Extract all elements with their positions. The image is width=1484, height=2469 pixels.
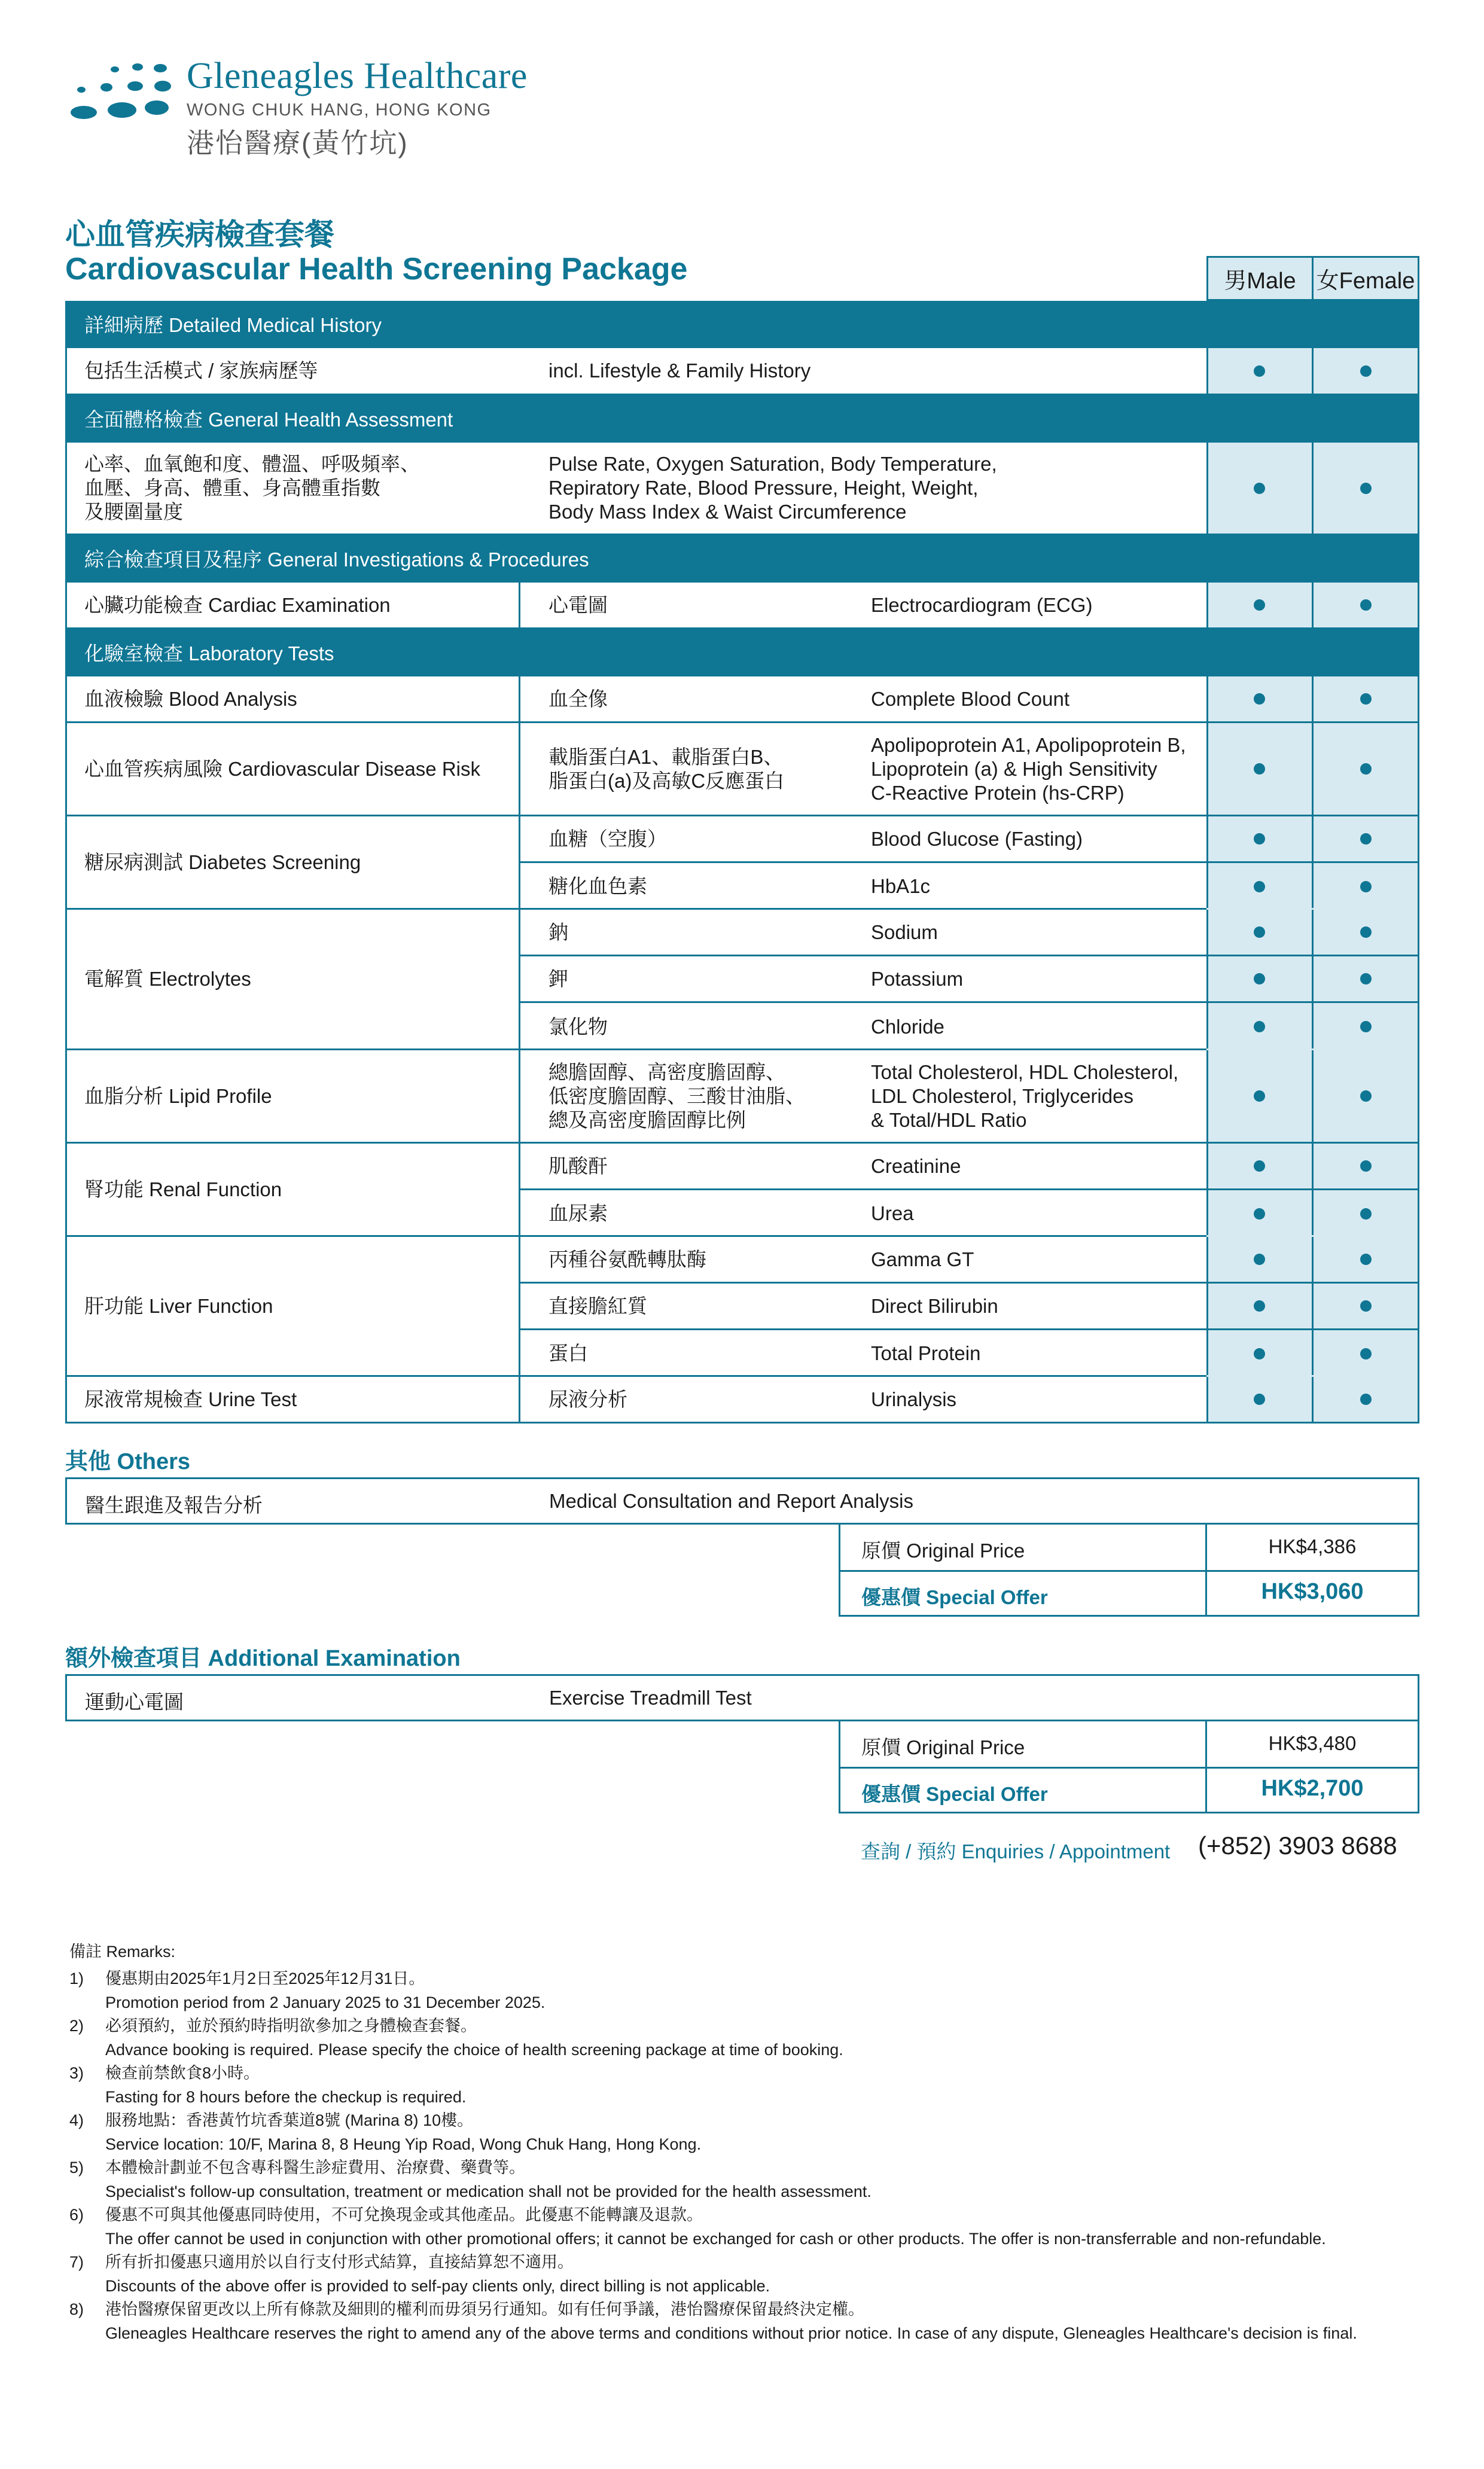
test-detail-zh: 氯化物 xyxy=(548,1015,608,1038)
table-row-group xyxy=(65,1237,1419,1377)
test-name: 腎功能 Renal Function xyxy=(84,1178,282,1200)
test-detail-zh: 血糖（空腹） xyxy=(548,827,667,850)
special-offer-value: HK$3,060 xyxy=(1261,1579,1364,1604)
bullet-dot-icon xyxy=(1360,693,1372,705)
section-header-investigations: 綜合檢查項目及程序 General Investigations & Procedures xyxy=(65,535,1419,583)
test-name: 電解質 Electrolytes xyxy=(84,968,251,990)
bullet-dot-icon xyxy=(1360,1394,1372,1405)
test-detail-en: Creatinine xyxy=(871,1154,961,1177)
package-title-zh: 心血管疾病檢查套餐 xyxy=(65,218,334,251)
others-price-box xyxy=(839,1523,1419,1617)
original-price-value: HK$3,480 xyxy=(1268,1732,1357,1754)
remarks-heading: 備註 Remarks: xyxy=(69,1943,176,1961)
test-detail-en: Total Protein xyxy=(871,1342,981,1364)
additional-price-box xyxy=(839,1720,1419,1813)
bullet-dot-icon xyxy=(1254,833,1265,845)
remark-item: 4) 服務地點：香港黃竹坑香葉道8號 (Marina 8) 10樓。 Service location: 10/F, Marina 8, 8 Heung Yip Road, Wong Chuk Hang, Hong Kong. xyxy=(69,2111,702,2153)
remark-item: 8) 港怡醫療保留更改以上所有條款及細則的權利而毋須另行通知。如有任何爭議，港怡醫療保留最終決定權。 Gleneagles Healthcare reserves the right to amend any of the above terms and conditions without prior notice. In case of any dispute, Gleneagles Healthcare's decision is final. xyxy=(69,2300,1357,2342)
bullet-dot-icon xyxy=(1360,599,1372,611)
remark-item: 5) 本體檢計劃並不包含專科醫生診症費用、治療費、藥費等。 Specialist's follow-up consultation, treatment or medication shall not be provided for the health assessment. xyxy=(69,2159,871,2200)
table-row xyxy=(65,1050,1419,1144)
test-detail-zh: 蛋白 xyxy=(548,1342,588,1364)
table-row xyxy=(65,348,1419,395)
bullet-dot-icon xyxy=(1360,1254,1372,1265)
consult-en: Medical Consultation and Report Analysis xyxy=(549,1490,914,1512)
others-heading: 其他 Others xyxy=(65,1449,191,1474)
enquiry-label: 查詢 / 預約 Enquiries / Appointment xyxy=(861,1840,1171,1863)
original-price-label: 原價 Original Price xyxy=(861,1736,1025,1758)
treadmill-en: Exercise Treadmill Test xyxy=(549,1687,752,1709)
test-detail-en: Gamma GT xyxy=(871,1248,974,1270)
test-detail-zh: 尿液分析 xyxy=(548,1388,627,1410)
bullet-dot-icon xyxy=(1360,973,1372,984)
column-male: 男Male xyxy=(1206,256,1314,301)
others-row xyxy=(65,1477,1419,1525)
test-name: 心率、血氧飽和度、體溫、呼吸頻率、 血壓、身高、體重、身高體重指數 及腰圍量度 xyxy=(84,453,420,523)
additional-heading: 額外檢查項目 Additional Examination xyxy=(65,1646,461,1671)
table-row-group xyxy=(65,816,1419,910)
bullet-dot-icon xyxy=(1254,1208,1265,1220)
section-header-history: 詳細病歷 Detailed Medical History xyxy=(65,301,1419,348)
test-detail-en: incl. Lifestyle & Family History xyxy=(548,359,811,382)
bullet-dot-icon xyxy=(1360,881,1372,892)
test-detail-zh: 鈉 xyxy=(548,920,568,943)
remark-item: 7) 所有折扣優惠只適用於以自行支付形式結算，直接結算恕不適用。 Discounts of the above offer is provided to self-pay clients only, direct billing is not applicable. xyxy=(69,2253,770,2295)
bullet-dot-icon xyxy=(1360,833,1372,845)
bullet-dot-icon xyxy=(1360,1300,1372,1312)
bullet-dot-icon xyxy=(1254,483,1265,494)
brand-text xyxy=(187,54,528,161)
test-detail-zh: 丙種谷氨酰轉肽酶 xyxy=(548,1248,706,1270)
test-name: 糖尿病測試 Diabetes Screening xyxy=(84,851,361,873)
test-name: 包括生活模式 / 家族病歷等 xyxy=(84,359,318,382)
bullet-dot-icon xyxy=(1360,365,1372,377)
bullet-dot-icon xyxy=(1254,926,1265,938)
table-row xyxy=(65,676,1419,723)
test-detail-en: Sodium xyxy=(871,920,938,943)
bullet-dot-icon xyxy=(1254,1160,1265,1172)
bullet-dot-icon xyxy=(1254,1090,1265,1102)
bullet-dot-icon xyxy=(1254,763,1265,775)
test-name: 血脂分析 Lipid Profile xyxy=(84,1084,272,1107)
bullet-dot-icon xyxy=(1360,483,1372,494)
additional-row xyxy=(65,1674,1419,1721)
test-detail-en: Urea xyxy=(871,1202,914,1224)
brand-header xyxy=(60,54,598,167)
bullet-dot-icon xyxy=(1360,926,1372,938)
remark-item: 2) 必須預約，並於預約時指明欲參加之身體檢查套餐。 Advance booking is required. Please specify the choice of health screening package at time of booking. xyxy=(69,2017,843,2059)
bullet-dot-icon xyxy=(1360,1160,1372,1172)
special-offer-value: HK$2,700 xyxy=(1261,1776,1364,1801)
bullet-dot-icon xyxy=(1254,1348,1265,1360)
test-detail-en: Pulse Rate, Oxygen Saturation, Body Temperature, Repiratory Rate, Blood Pressure, Height, Weight, Body Mass Index & Waist Circumference xyxy=(548,453,997,523)
bullet-dot-icon xyxy=(1254,1254,1265,1265)
test-name: 尿液常規檢查 Urine Test xyxy=(84,1388,297,1410)
column-female: 女Female xyxy=(1312,256,1419,301)
table-row xyxy=(65,443,1419,535)
original-price-label: 原價 Original Price xyxy=(861,1540,1025,1562)
bullet-dot-icon xyxy=(1360,763,1372,775)
test-detail-zh: 心電圖 xyxy=(548,593,608,616)
remarks xyxy=(69,1939,1421,2344)
special-offer-label: 優惠價 Special Offer xyxy=(861,1586,1048,1608)
table-row xyxy=(65,723,1419,816)
package-title-en: Cardiovascular Health Screening Package xyxy=(65,252,688,286)
section-header-assessment: 全面體格檢查 General Health Assessment xyxy=(65,395,1419,443)
bullet-dot-icon xyxy=(1360,1090,1372,1102)
remark-item: 1) 優惠期由2025年1月2日至2025年12月31日。 Promotion period from 2 January 2025 to 31 December 2025. xyxy=(69,1970,546,2011)
table-row-group xyxy=(65,1144,1419,1237)
brand-name-zh: 港怡醫療(黃竹坑) xyxy=(187,127,409,158)
brand-location: WONG CHUK HANG, HONG KONG xyxy=(187,100,492,120)
bullet-dot-icon xyxy=(1254,365,1265,377)
bullet-dot-icon xyxy=(1254,693,1265,705)
test-name: 肝功能 Liver Function xyxy=(84,1294,273,1317)
test-detail-en: Potassium xyxy=(871,967,964,990)
table-row-group xyxy=(65,910,1419,1050)
test-name: 心臟功能檢查 Cardiac Examination xyxy=(84,593,391,616)
test-detail-en: Chloride xyxy=(871,1015,944,1038)
remark-item: 6) 優惠不可與其他優惠同時使用，不可兌換現金或其他產品。此優惠不能轉讓及退款。 The offer cannot be used in conjunction with other promotional offers; it cannot be exchanged for cash or other products. The offer is non-transferrable and non-refundable. xyxy=(69,2206,1326,2248)
enquiry-phone[interactable]: (+852) 3903 8688 xyxy=(1198,1831,1397,1860)
brand-name: Gleneagles Healthcare xyxy=(187,56,528,96)
test-detail-zh: 血尿素 xyxy=(548,1202,608,1224)
bullet-dot-icon xyxy=(1360,1208,1372,1220)
test-detail-zh: 糖化血色素 xyxy=(548,875,647,897)
bullet-dot-icon xyxy=(1254,973,1265,984)
test-detail-en: Total Cholesterol, HDL Cholesterol, LDL Cholesterol, Triglycerides & Total/HDL Ratio xyxy=(871,1060,1179,1131)
bullet-dot-icon xyxy=(1360,1021,1372,1032)
table-row xyxy=(65,1377,1419,1424)
test-detail-zh: 血全像 xyxy=(548,687,608,710)
test-detail-zh: 鉀 xyxy=(548,967,568,990)
original-price-value: HK$4,386 xyxy=(1268,1535,1357,1557)
test-detail-zh: 總膽固醇、高密度膽固醇、 低密度膽固醇、三酸甘油脂、 總及高密度膽固醇比例 xyxy=(548,1060,805,1131)
test-name: 心血管疾病風險 Cardiovascular Disease Risk xyxy=(84,757,480,780)
test-detail-zh: 載脂蛋白A1、載脂蛋白B、 脂蛋白(a)及高敏C反應蛋白 xyxy=(548,745,785,792)
section-header-lab: 化驗室檢查 Laboratory Tests xyxy=(65,629,1419,676)
test-detail-en: Blood Glucose (Fasting) xyxy=(871,827,1083,850)
test-detail-en: Urinalysis xyxy=(871,1388,957,1410)
bullet-dot-icon xyxy=(1254,1300,1265,1312)
bullet-dot-icon xyxy=(1360,1348,1372,1360)
bullet-dot-icon xyxy=(1254,1394,1265,1405)
bullet-dot-icon xyxy=(1254,1021,1265,1032)
test-detail-en: Electrocardiogram (ECG) xyxy=(871,593,1093,616)
treadmill-zh: 運動心電圖 xyxy=(85,1691,184,1713)
special-offer-label: 優惠價 Special Offer xyxy=(861,1783,1048,1805)
test-detail-en: Complete Blood Count xyxy=(871,687,1070,710)
test-detail-en: Apolipoprotein A1, Apolipoprotein B, Lipoprotein (a) & High Sensitivity C-Reactive Protein (hs-CRP) xyxy=(871,733,1186,804)
test-detail-zh: 肌酸酐 xyxy=(548,1154,608,1177)
test-detail-en: HbA1c xyxy=(871,875,931,897)
logo-dots-icon xyxy=(60,60,173,126)
test-detail-zh: 直接膽紅質 xyxy=(548,1294,647,1317)
consult-zh: 醫生跟進及報告分析 xyxy=(85,1494,263,1516)
bullet-dot-icon xyxy=(1254,881,1265,892)
table-row xyxy=(65,583,1419,629)
test-detail-en: Direct Bilirubin xyxy=(871,1294,998,1317)
bullet-dot-icon xyxy=(1254,599,1265,611)
remark-item: 3) 檢查前禁飲食8小時。 Fasting for 8 hours before the checkup is required. xyxy=(69,2064,467,2106)
test-name: 血液檢驗 Blood Analysis xyxy=(84,687,297,710)
